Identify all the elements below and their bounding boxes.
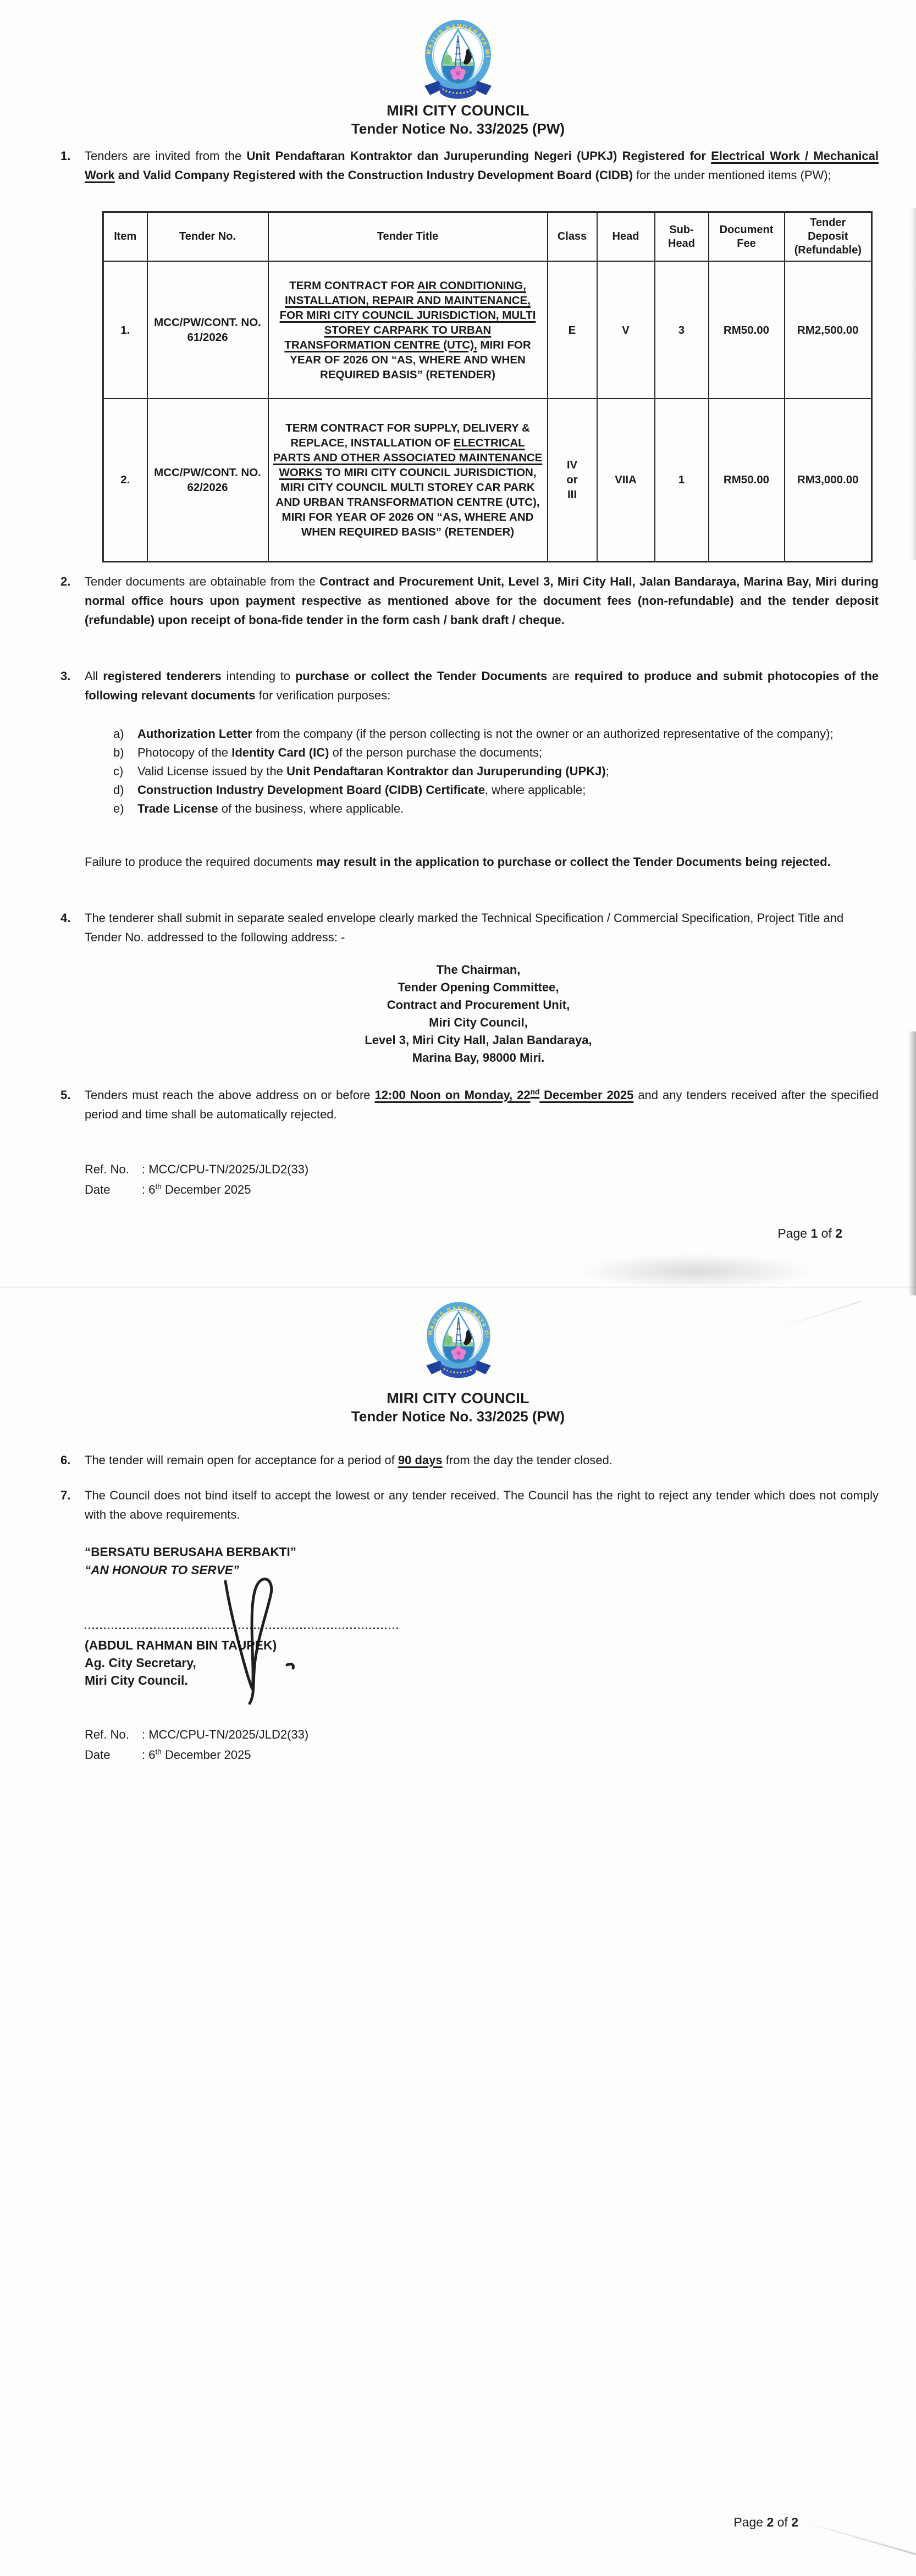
paragraph-1-text: Tenders are invited from the Unit Pendaftaran Kontraktor dan Juruperunding Negeri (UPKJ) Registered for Electrical Work / Mechanical Work and Valid Company Registered with the Construction Industry Development Board (CIDB) for the under mentioned items (PW); — [85, 149, 879, 182]
cell-document-fee: RM50.00 — [709, 399, 785, 561]
date-row — [85, 1179, 580, 1200]
cell-tender-title: TERM CONTRACT FOR AIR CONDITIONING, INSTALLATION, REPAIR AND MAINTENANCE, FOR MIRI CITY COUNCIL JURISDICTION, MULTI STOREY CARPARK TO URBAN TRANSFORMATION CENTRE (UTC), MIRI FOR YEAR OF 2026 ON “AS, WHERE AND WHEN REQUIRED BASIS” (RETENDER) — [268, 261, 548, 399]
paragraph-4 — [60, 908, 879, 947]
cell-class: E — [548, 261, 597, 399]
ref-no-row — [85, 1159, 580, 1179]
paragraph-6 — [60, 1450, 879, 1470]
cell-sub-head: 3 — [655, 261, 709, 399]
list-letter: d) — [113, 783, 124, 797]
col-header-tender-no: Tender No. — [147, 212, 268, 262]
paragraph-6-number: 6. — [60, 1453, 71, 1467]
scan-artifact — [772, 1301, 861, 1331]
ref-no-label: Ref. No. — [85, 1728, 129, 1741]
list-item — [113, 743, 879, 762]
list-text: Valid License issued by the Unit Pendaftaran Kontraktor dan Juruperunding (UPKJ); — [137, 764, 609, 778]
address-line: Tender Opening Committee, — [398, 980, 559, 994]
list-text: Authorization Letter from the company (if the person collecting is not the owner or an authorized representative of the company); — [137, 727, 834, 741]
mcc-crest-logo — [416, 19, 500, 106]
tender-table — [102, 211, 873, 562]
list-text: Trade License of the business, where applicable. — [137, 802, 404, 815]
list-item — [113, 799, 879, 818]
page-number-footer: Page 2 of 2 — [733, 2515, 798, 2529]
list-text: Construction Industry Development Board (CIDB) Certificate, where applicable; — [137, 783, 586, 797]
col-header-tender-deposit: Tender Deposit (Refundable) — [785, 212, 872, 262]
paragraph-7-number: 7. — [60, 1488, 71, 1502]
cell-class: IV or III — [548, 399, 597, 561]
cell-item: 2. — [103, 399, 147, 561]
cell-document-fee: RM50.00 — [709, 261, 785, 399]
ref-no-row — [85, 1724, 580, 1745]
paragraph-2-number: 2. — [60, 575, 71, 588]
paragraph-3 — [60, 666, 879, 705]
list-item — [113, 762, 879, 781]
col-header-item: Item — [103, 212, 147, 262]
list-letter: e) — [113, 802, 124, 815]
paragraph-7-text: The Council does not bind itself to accept the lowest or any tender received. The Council has the right to reject any tender which does not comply with the above requirements. — [85, 1488, 879, 1521]
list-letter: c) — [113, 764, 124, 778]
paragraph-5-number: 5. — [60, 1088, 71, 1102]
list-item — [113, 781, 879, 799]
ref-no-value: : MCC/CPU-TN/2025/JLD2(33) — [142, 1728, 309, 1741]
page-boundary — [0, 1287, 916, 1288]
date-value: : 6th December 2025 — [142, 1747, 251, 1762]
cell-tender-deposit: RM2,500.00 — [785, 261, 872, 399]
paragraph-1 — [60, 146, 879, 185]
list-letter: a) — [113, 727, 124, 741]
submission-address — [44, 961, 913, 1067]
ref-no-label: Ref. No. — [85, 1162, 129, 1176]
paragraph-5 — [60, 1085, 879, 1124]
date-row — [85, 1745, 580, 1765]
paragraph-2-text: Tender documents are obtainable from the Contract and Procurement Unit, Level 3, Miri City Hall, Jalan Bandaraya, Marina Bay, Miri during normal office hours upon payment respective as mentioned above for the document fees (non-refundable) and the tender deposit (refundable) upon receipt of bona-fide tender in the form cash / bank draft / cheque. — [85, 575, 879, 627]
cell-head: V — [597, 261, 655, 399]
table-row — [103, 261, 872, 399]
org-title: MIRI CITY COUNCIL — [387, 1390, 529, 1406]
cell-tender-no: MCC/PW/CONT. NO. 62/2026 — [147, 399, 268, 561]
paragraph-7 — [60, 1486, 879, 1524]
list-item — [113, 725, 879, 743]
paragraph-3-text: All registered tenderers intending to purchase or collect the Tender Documents are required to produce and submit photocopies of the following relevant documents for verification purposes: — [85, 669, 879, 702]
motto-line-malay: “BERSATU BERUSAHA BERBAKTI” — [85, 1545, 297, 1559]
col-header-class: Class — [548, 212, 597, 262]
scan-artifact — [577, 1254, 814, 1289]
list-text: Photocopy of the Identity Card (IC) of the person purchase the documents; — [137, 746, 543, 759]
ref-no-value: : MCC/CPU-TN/2025/JLD2(33) — [142, 1162, 309, 1176]
notice-title: Tender Notice No. 33/2025 (PW) — [351, 120, 565, 137]
list-letter: b) — [113, 746, 124, 759]
table-row — [103, 399, 872, 561]
signatory-block — [85, 1636, 580, 1689]
paragraph-6-text: The tender will remain open for acceptance for a period of 90 days from the day the tender closed. — [85, 1453, 613, 1467]
handwritten-signature — [213, 1574, 329, 1706]
cell-item: 1. — [103, 261, 147, 399]
address-line: Miri City Council, — [429, 1016, 528, 1029]
motto-line-english: “AN HONOUR TO SERVE” — [85, 1563, 239, 1577]
signatory-org: Miri City Council. — [85, 1673, 188, 1687]
cell-tender-deposit: RM3,000.00 — [785, 399, 872, 561]
date-label: Date — [85, 1183, 111, 1196]
org-title: MIRI CITY COUNCIL — [387, 102, 529, 119]
paragraph-4-text: The tenderer shall submit in separate sealed envelope clearly marked the Technical Specification / Commercial Specification, Project Title and Tender No. addressed to the following address: - — [85, 911, 844, 944]
table-header-row — [103, 212, 872, 262]
page-number-footer: Page 1 of 2 — [777, 1226, 842, 1240]
address-line: Contract and Procurement Unit, — [387, 998, 570, 1012]
address-line: Marina Bay, 98000 Miri. — [412, 1051, 545, 1064]
col-header-tender-title: Tender Title — [268, 212, 548, 262]
council-motto — [85, 1543, 580, 1579]
mcc-crest-logo — [418, 1301, 499, 1384]
paragraph-3-number: 3. — [60, 669, 71, 683]
reference-block — [85, 1159, 580, 1200]
col-header-head: Head — [597, 212, 655, 262]
cell-sub-head: 1 — [655, 399, 709, 561]
date-label: Date — [85, 1748, 111, 1762]
address-line: Level 3, Miri City Hall, Jalan Bandaraya, — [365, 1033, 592, 1047]
paragraph-5-text: Tenders must reach the above address on or before 12:00 Noon on Monday, 22nd December 2025 and any tenders received after the specified period and time shall be automatically rejected. — [85, 1088, 879, 1121]
paragraph-2 — [60, 572, 879, 630]
cell-tender-title: TERM CONTRACT FOR SUPPLY, DELIVERY & REPLACE, INSTALLATION OF ELECTRICAL PARTS AND OTHER ASSOCIATED MAINTENANCE WORKS TO MIRI CITY COUNCIL JURISDICTION, MIRI CITY COUNCIL MULTI STOREY CAR PARK AND URBAN TRANSFORMATION CENTRE (UTC), MIRI FOR YEAR OF 2026 ON “AS, WHERE AND WHEN REQUIRED BASIS” (RETENDER) — [268, 399, 548, 561]
scan-artifact — [911, 208, 916, 560]
notice-title: Tender Notice No. 33/2025 (PW) — [351, 1408, 565, 1425]
reference-block — [85, 1724, 580, 1765]
col-header-document-fee: Document Fee — [709, 212, 785, 262]
date-value: : 6th December 2025 — [142, 1182, 251, 1196]
cell-head: VIIA — [597, 399, 655, 561]
paragraph-1-number: 1. — [60, 149, 71, 163]
signatory-role: Ag. City Secretary, — [85, 1656, 196, 1670]
address-line: The Chairman, — [436, 963, 521, 977]
col-header-sub-head: Sub-Head — [655, 212, 709, 262]
signatory-name: (ABDUL RAHMAN BIN TAUPEK) — [85, 1638, 277, 1652]
scan-artifact — [805, 2522, 916, 2558]
failure-note: Failure to produce the required documents may result in the application to purchase or collect the Tender Documents being rejected. — [85, 855, 831, 869]
paragraph-4-number: 4. — [60, 911, 71, 925]
scan-artifact — [908, 1031, 916, 1295]
required-documents-list — [113, 725, 879, 818]
cell-tender-no: MCC/PW/CONT. NO. 61/2026 — [147, 261, 268, 399]
